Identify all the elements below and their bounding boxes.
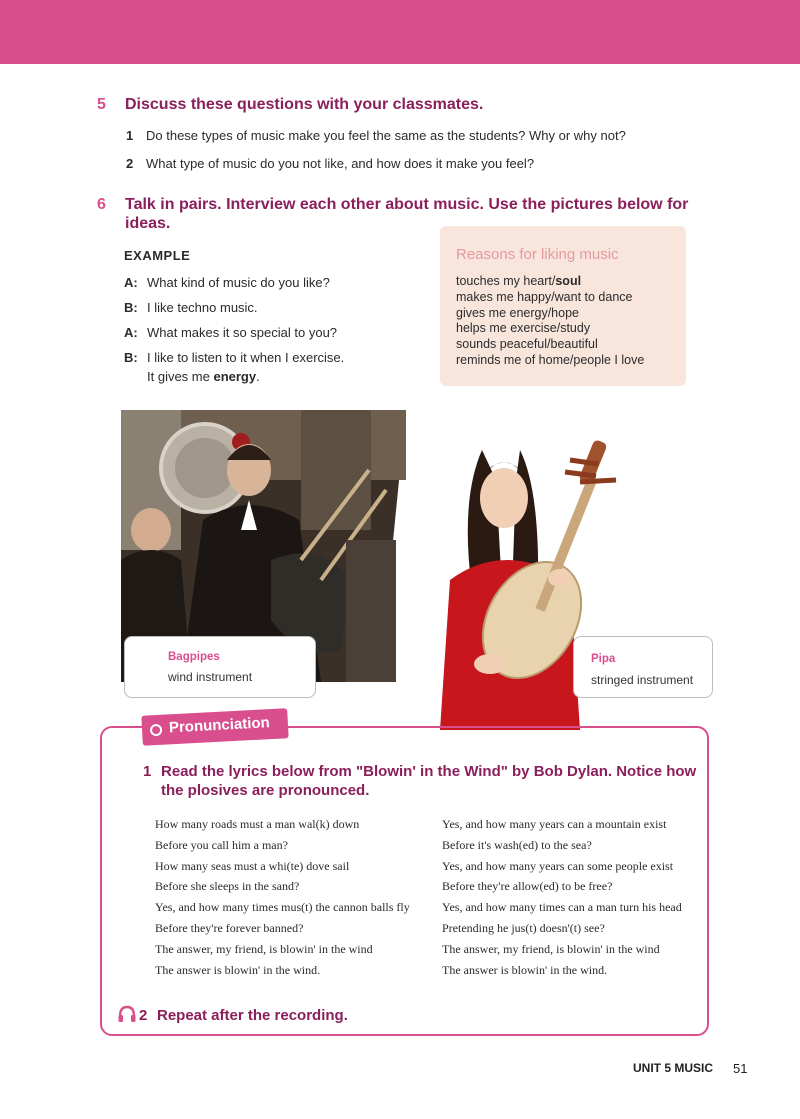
question-number: 1 [126,128,134,143]
lyric-line: Pretending he jus(t) doesn'(t) see? [442,920,605,935]
reason-item: reminds me of home/people I love [456,352,645,367]
footer-unit: UNIT 5 MUSIC [633,1061,714,1075]
reason-prefix: touches my heart/ [456,274,556,288]
reasons-box [440,226,686,386]
bagpipes-caption [124,636,316,698]
dialogue-text: I like techno music. [147,300,258,315]
section-5-title: Discuss these questions with your classmates. [125,96,484,113]
dialogue-line [124,275,344,300]
page-number: 51 [733,1061,748,1076]
question-number: 2 [126,156,134,171]
speaker-label: B: [124,350,138,365]
lyric-line: The answer, my friend, is blowin' in the wind [155,941,373,956]
lyric-line: Before you call him a man? [155,837,288,852]
dialogue-line [124,300,344,325]
dialogue-text: What kind of music do you like? [147,275,330,290]
question-item [126,156,626,184]
question-text: What type of music do you not like, and how does it make you feel? [146,156,535,171]
lyric-line: How many roads must a man wal(k) down [155,817,360,831]
lyric-line: The answer is blowin' in the wind. [442,962,608,977]
speaker-label: A: [124,325,138,340]
pronunciation-item-2 [117,1004,348,1028]
speaker-label: A: [124,275,138,290]
item-1-line1: Read the lyrics below from "Blowin' in the Wind" by Bob Dylan. Notice how [161,763,697,780]
pipa-title: Pipa [591,653,616,665]
speaker-label: B: [124,300,138,315]
lyrics-left-column [155,814,410,980]
lyric-line: Yes, and how many years can a mountain exist [442,817,667,831]
question-item [126,128,626,156]
example-title: EXAMPLE [124,248,191,263]
reason-item: sounds peaceful/beautiful [456,337,598,352]
lyric-line: Yes, and how many years can some people exist [442,858,674,873]
pronunciation-item-1 [143,762,696,800]
headphones-icon[interactable] [117,1004,139,1028]
item-2-number: 2 [139,1007,148,1024]
pipa-subtitle: stringed instrument [591,673,694,687]
dialogue-line [124,325,344,350]
lyric-line: Yes, and how many times can a man turn his head [442,900,682,915]
continuation-bold: energy [213,369,257,384]
lyric-line: Yes, and how many times mus(t) the cannon balls fly [155,900,410,915]
header-band [0,0,800,64]
reason-item: gives me energy/hope [456,305,579,320]
bagpipes-title: Bagpipes [168,651,220,663]
lyric-line: Before they're allow(ed) to be free? [442,879,613,894]
lyric-line: The answer, my friend, is blowin' in the wind [442,941,660,956]
section-6-title-line2: ideas. [125,215,171,232]
reason-item: makes me happy/want to dance [456,289,633,304]
dialogue-text: I like to listen to it when I exercise. [147,350,345,365]
circle-bullet-icon [150,724,163,737]
section-6-title-line1: Talk in pairs. Interview each other about music. Use the pictures below for [125,196,689,213]
section-5-heading [97,96,483,114]
bagpipes-subtitle: wind instrument [168,670,253,684]
reasons-title: Reasons for liking music [456,246,619,263]
reason-item [456,274,644,290]
item-2-text: Repeat after the recording. [157,1007,348,1024]
continuation-suffix: . [256,369,260,384]
lyric-line: How many seas must a whi(te) dove sail [155,858,350,873]
section-5-number: 5 [97,96,106,113]
lyrics-right-column [442,814,682,980]
dialogue-text: What makes it so special to you? [147,325,338,340]
section-5-questions [126,128,626,184]
question-text: Do these types of music make you feel the same as the students? Why or why not? [146,128,626,143]
section-6-number: 6 [97,196,106,213]
pronunciation-label: Pronunciation [168,714,271,737]
lyric-line: Before they're forever banned? [155,920,304,935]
reasons-list [456,274,644,369]
lyric-line: Before she sleeps in the sand? [155,879,300,894]
reason-item: helps me exercise/study [456,321,591,336]
item-1-number: 1 [143,763,152,780]
reason-bold: soul [555,274,582,288]
lyric-line: The answer is blowin' in the wind. [155,962,321,977]
item-1-line2: the plosives are pronounced. [161,782,370,799]
lyric-line: Before it's wash(ed) to the sea? [442,837,592,852]
example-dialogue [124,248,344,384]
pipa-caption [573,636,713,698]
continuation-prefix: It gives me [147,369,214,384]
